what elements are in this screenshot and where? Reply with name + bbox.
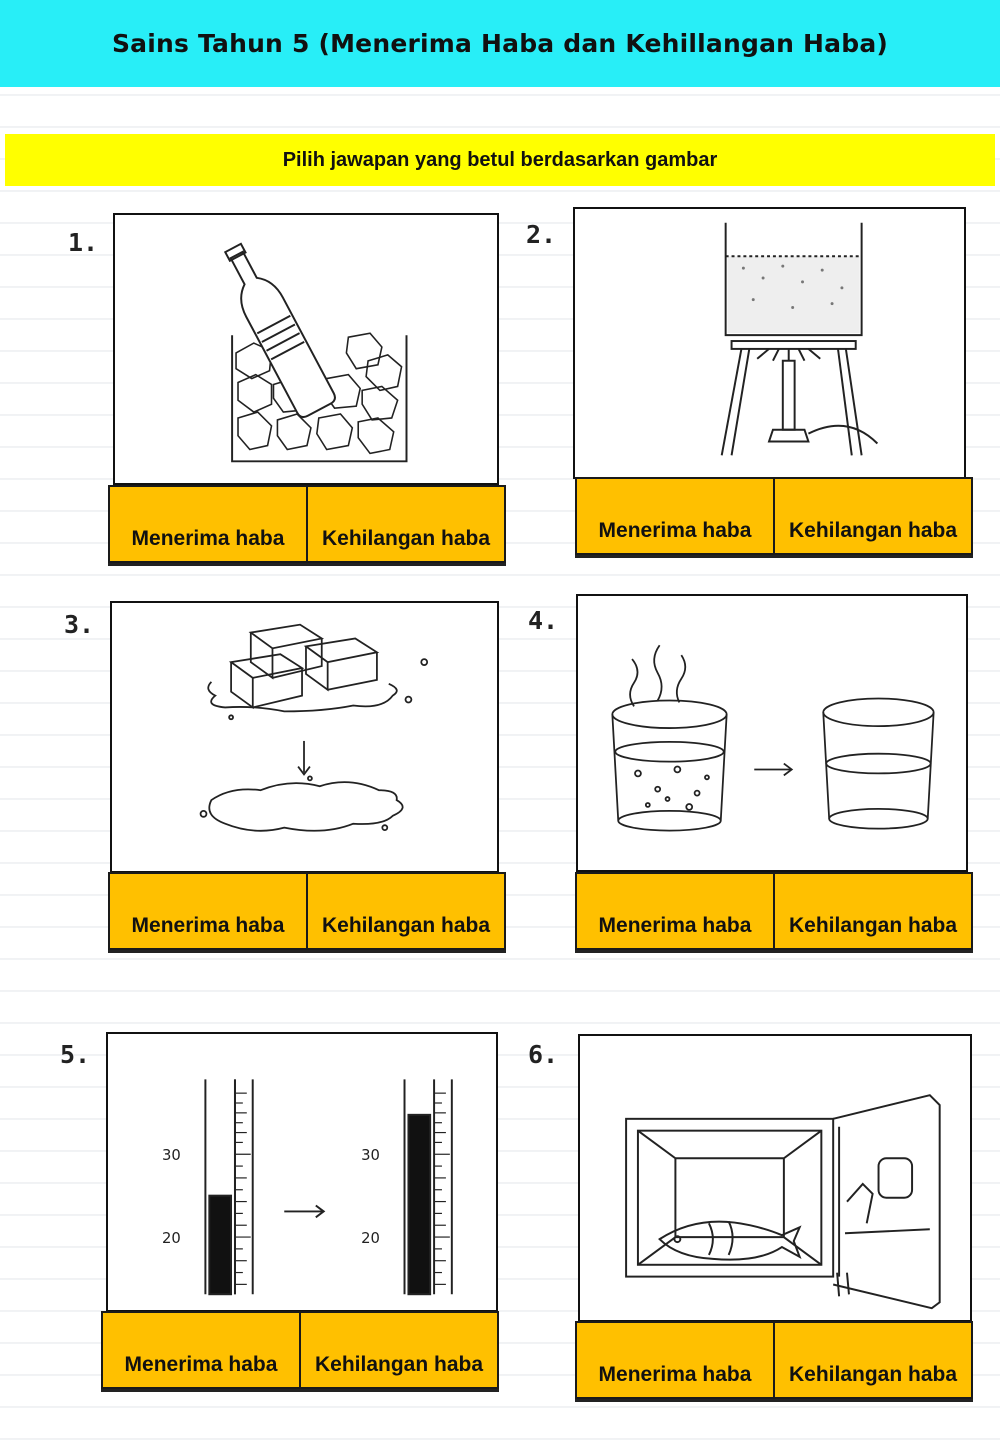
thermometer-rising-icon [108,1034,496,1310]
question-6-answers [575,1321,973,1399]
question-number-1: 1. [68,228,99,257]
question-number-5: 5. [60,1040,91,1069]
question-number-3: 3. [64,610,95,639]
q3-menerima-haba-button[interactable]: Menerima haba [108,872,308,950]
question-5-answers [101,1311,499,1389]
question-5-image [106,1032,498,1312]
thermometer-1-label-20: 20 [162,1229,181,1247]
question-number-4: 4. [528,606,559,635]
q6-menerima-haba-button[interactable]: Menerima haba [575,1321,775,1399]
thermometer-1-label-30: 30 [162,1147,181,1165]
beaker-on-burner-icon [575,209,964,477]
instruction-text: Pilih jawapan yang betul berdasarkan gambar [282,148,718,171]
question-4-answers [575,872,973,950]
page-title: Sains Tahun 5 (Menerima Haba dan Kehillangan Haba) [111,29,889,58]
q3-kehilangan-haba-button[interactable]: Kehilangan haba [308,872,506,950]
question-2-answers [575,477,973,555]
thermometer-2-label-20: 20 [361,1229,380,1247]
title-bar [0,0,1000,87]
q1-kehilangan-haba-button[interactable]: Kehilangan haba [308,485,506,563]
q6-kehilangan-haba-button[interactable]: Kehilangan haba [775,1321,973,1399]
question-3-image [110,601,499,873]
question-number-2: 2. [526,220,557,249]
question-1-answers [108,485,506,563]
q2-menerima-haba-button[interactable]: Menerima haba [575,477,775,555]
q2-kehilangan-haba-button[interactable]: Kehilangan haba [775,477,973,555]
evaporating-water-icon [578,596,966,870]
question-1-image [113,213,499,485]
melting-ice-icon [112,603,497,871]
question-3-answers [108,872,506,950]
question-4-image [576,594,968,872]
q4-kehilangan-haba-button[interactable]: Kehilangan haba [775,872,973,950]
q1-menerima-haba-button[interactable]: Menerima haba [108,485,308,563]
instruction-bar [5,134,995,186]
question-number-6: 6. [528,1040,559,1069]
question-6-image [578,1034,972,1322]
bottle-in-ice-icon [115,215,497,483]
q5-menerima-haba-button[interactable]: Menerima haba [101,1311,301,1389]
q4-menerima-haba-button[interactable]: Menerima haba [575,872,775,950]
question-2-image [573,207,966,479]
fish-in-refrigerator-icon [580,1036,970,1320]
q5-kehilangan-haba-button[interactable]: Kehilangan haba [301,1311,499,1389]
thermometer-2-label-30: 30 [361,1147,380,1165]
